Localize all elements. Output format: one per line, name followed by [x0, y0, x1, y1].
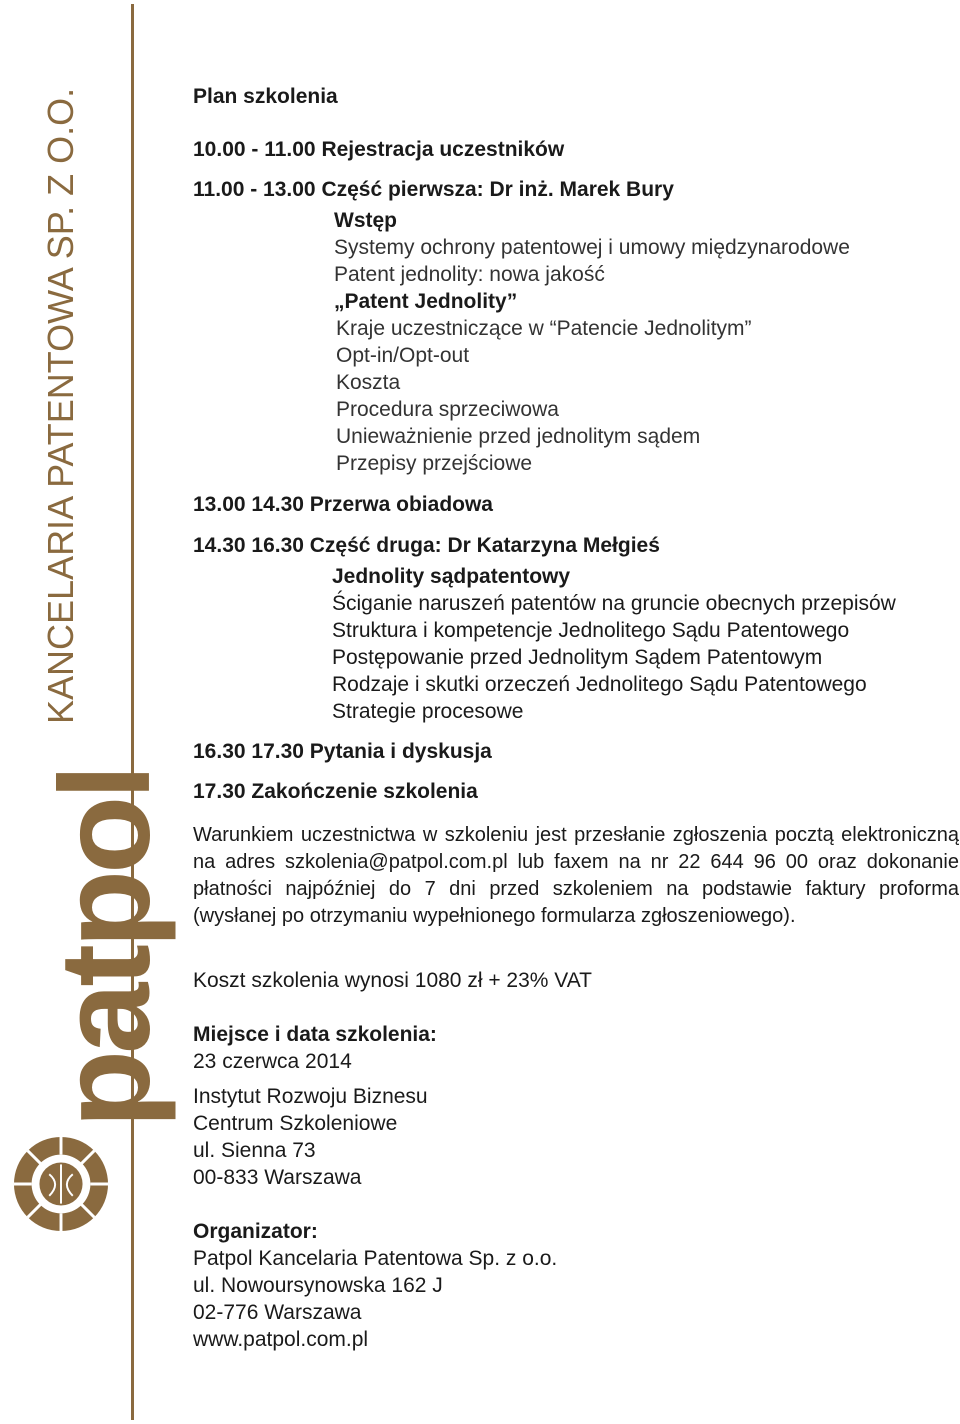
part1-item: Procedura sprzeciwowa	[336, 398, 559, 421]
organizer-website-link[interactable]: www.patpol.com.pl	[193, 1328, 369, 1351]
venue-line: 00-833 Warszawa	[193, 1166, 362, 1189]
part1-item: „Patent Jednolity”	[334, 290, 518, 313]
venue-line: Instytut Rozwoju Biznesu	[193, 1085, 428, 1108]
venue-date: 23 czerwca 2014	[193, 1050, 352, 1073]
part1-item: Opt-in/Opt-out	[336, 344, 470, 367]
venue-label: Miejsce i data szkolenia:	[193, 1023, 437, 1046]
registration-line: 10.00 - 11.00 Rejestracja uczestników	[193, 138, 565, 161]
venue-line: ul. Sienna 73	[193, 1139, 316, 1162]
qa-line: 16.30 17.30 Pytania i dyskusja	[193, 740, 492, 763]
part1-item: Patent jednolity: nowa jakość	[334, 263, 605, 286]
part1-item: Systemy ochrony patentowej i umowy międzynarodowe	[334, 236, 850, 259]
organizer-line: 02-776 Warszawa	[193, 1301, 362, 1324]
cost-line: Koszt szkolenia wynosi 1080 zł + 23% VAT	[193, 969, 592, 992]
part1-item: Unieważnienie przed jednolitym sądem	[336, 425, 701, 448]
end-line: 17.30 Zakończenie szkolenia	[193, 780, 478, 803]
part2-item: Strategie procesowe	[332, 700, 524, 723]
part1-item: Koszta	[336, 371, 401, 394]
venue-line: Centrum Szkoleniowe	[193, 1112, 398, 1135]
participation-conditions: Warunkiem uczestnictwa w szkoleniu jest przesłanie zgłoszenia pocztą elektroniczną na adres szkolenia@patpol.com.pl lub faxem na nr 22 644 96 00 oraz dokonanie płatności najpóźniej do 7 dni przed szkoleniem na podstawie faktury proforma (wysłanej po otrzymaniu wypełnionego formularza zgłoszeniowego).	[193, 824, 959, 927]
part2-item: Jednolity sądpatentowy	[332, 565, 571, 588]
part2-item: Struktura i kompetencje Jednolitego Sądu Patentowego	[332, 619, 850, 642]
organizer-label: Organizator:	[193, 1220, 318, 1243]
part2-item: Postępowanie przed Jednolitym Sądem Patentowym	[332, 646, 823, 669]
part2-heading: 14.30 16.30 Część druga: Dr Katarzyna Mełgieś	[193, 534, 660, 557]
patpol-emblem-icon	[12, 1135, 110, 1233]
part1-item: Kraje uczestniczące w “Patencie Jednolitym”	[336, 317, 752, 340]
part2-item: Ściganie naruszeń patentów na gruncie obecnych przepisów	[332, 592, 896, 615]
part1-item: Wstęp	[334, 209, 397, 232]
organizer-line: Patpol Kancelaria Patentowa Sp. z o.o.	[193, 1247, 558, 1270]
part1-item: Przepisy przejściowe	[336, 452, 533, 475]
organizer-line: ul. Nowoursynowska 162 J	[193, 1274, 443, 1297]
part2-item: Rodzaje i skutki orzeczeń Jednolitego Sądu Patentowego	[332, 673, 867, 696]
brand-wordmark: patpol	[34, 768, 177, 1128]
plan-title: Plan szkolenia	[193, 85, 338, 108]
sidebar-divider	[131, 4, 134, 1420]
lunch-line: 13.00 14.30 Przerwa obiadowa	[193, 493, 493, 516]
brand-subtitle: KANCELARIA PATENTOWA SP. Z O.O.	[40, 87, 81, 724]
part1-heading: 11.00 - 13.00 Część pierwsza: Dr inż. Marek Bury	[193, 178, 674, 201]
